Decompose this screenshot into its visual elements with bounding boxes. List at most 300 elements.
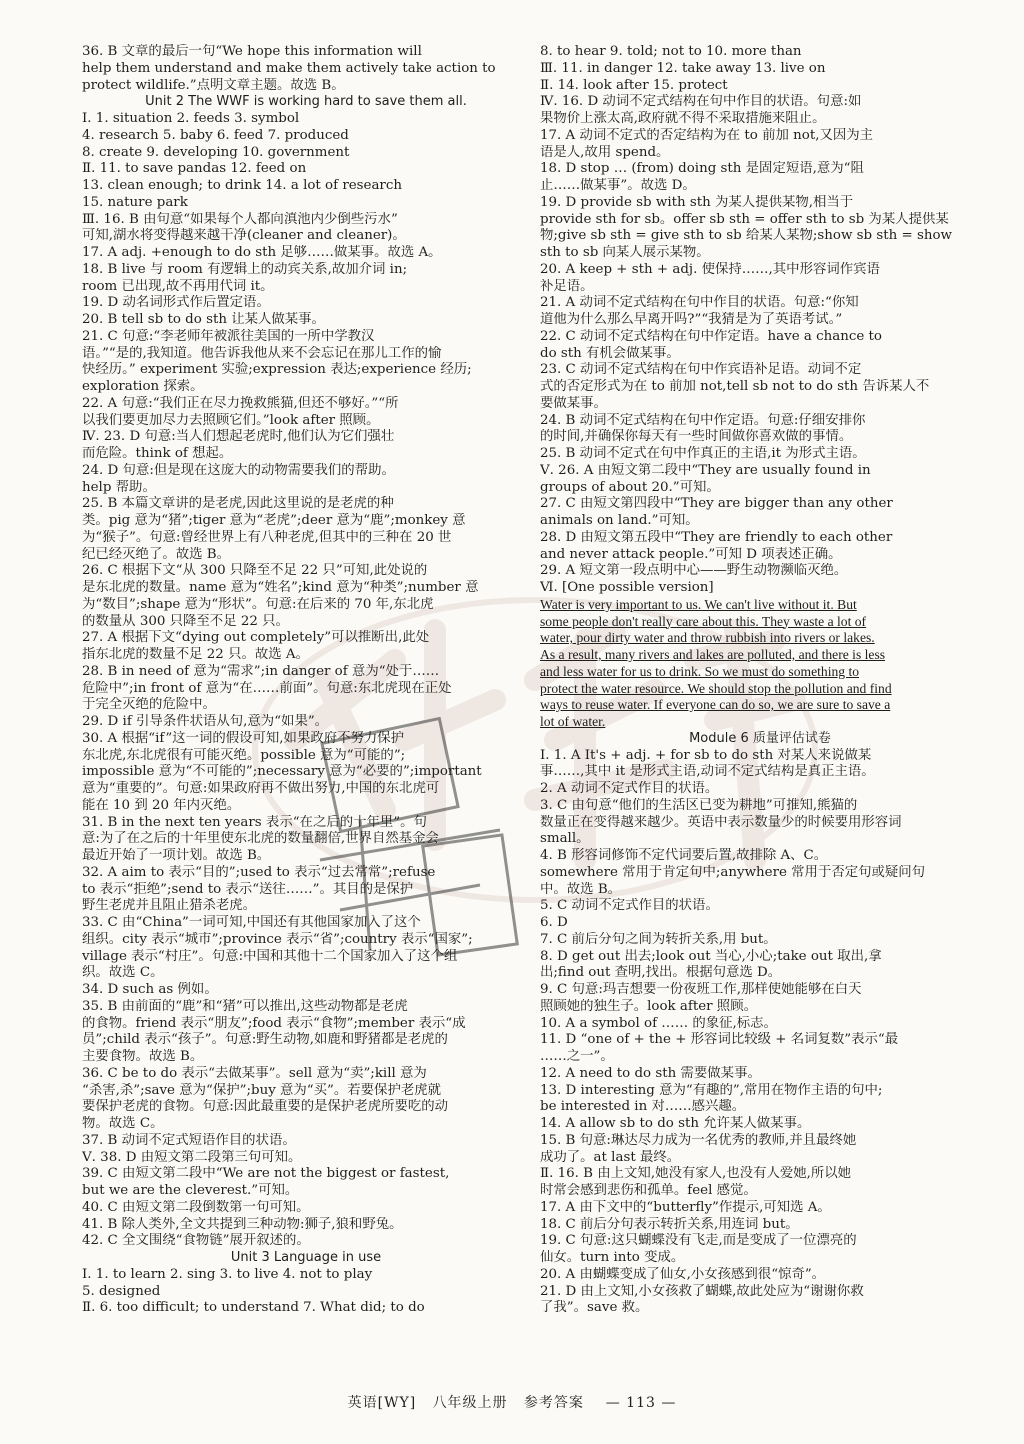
line-text: 20. A keep + sth + adj. 使保持……,其中形容词作宾语 (540, 261, 880, 277)
line-text: Ⅵ. [One possible version] (540, 580, 714, 595)
answer-line (82, 563, 530, 580)
answer-line (82, 279, 530, 296)
answer-line (82, 145, 530, 162)
line-text: 33. C 由“China”一词可知,中国还有其他国家加入了这个 (82, 915, 421, 930)
line-text: Ⅴ. 26. A 由短文第二段中“They are usually found in (540, 462, 871, 478)
line-text: 6. D (540, 915, 568, 930)
answer-line (82, 1267, 530, 1284)
line-text: 事……,其中 it 是形式主语,动词不定式结构是真正主语。 (540, 764, 875, 780)
answer-line (82, 697, 530, 714)
answer-line (540, 798, 980, 815)
answer-line (82, 614, 530, 631)
answer-line (82, 61, 530, 78)
line-text: lot of water. (540, 714, 606, 729)
answer-line (540, 145, 980, 162)
answer-line (82, 446, 530, 463)
line-text: 野生老虎并且阻止猎杀老虎。 (82, 898, 257, 914)
answer-line (540, 865, 980, 882)
answer-line (540, 513, 980, 530)
line-text: 8. create 9. developing 10. government (82, 144, 350, 160)
footer-grade: 八年级上册 (432, 1395, 508, 1411)
answer-line (540, 262, 980, 279)
answer-line (82, 1116, 530, 1133)
line-text: 13. clean enough; to drink 14. a lot of research (82, 178, 402, 193)
line-text: 14. A allow sb to do sth 允许某人做某事。 (540, 1116, 811, 1131)
line-text: small。 (540, 831, 590, 847)
line-text: Ⅲ. 11. in danger 12. take away 13. live on (540, 60, 826, 76)
essay-line (540, 630, 980, 647)
answer-line (540, 1066, 980, 1083)
line-text: 中。故选 B。 (540, 881, 622, 897)
line-text: 22. A 句意:“我们正在尽力挽救熊猫,但还不够好。”“所 (82, 395, 399, 411)
line-text: 指东北虎的数量不足 22 只。故选 A。 (82, 647, 309, 662)
answer-line (82, 932, 530, 949)
answer-line (540, 1083, 980, 1100)
line-text: water, pour dirty water and throw rubbish into rivers or lakes. (540, 630, 875, 646)
answer-line (82, 228, 530, 245)
answer-line (540, 1233, 980, 1250)
line-text: 3. C 由句意“他们的生活区已变为耕地”可推知,熊猫的 (540, 797, 858, 813)
line-text: Module 6 质量评估试卷 (689, 730, 831, 746)
line-text: 30. A 根据“if”这一词的假设可知,如果政府不努力保护 (82, 730, 405, 746)
answer-line (82, 1300, 530, 1317)
answer-line (82, 1032, 530, 1049)
line-text: 能在 10 到 20 年内灭绝。 (82, 797, 241, 813)
answer-line (540, 1217, 980, 1234)
line-text: 东北虎,东北虎很有可能灭绝。possible 意为“可能的”; (82, 747, 406, 763)
answer-line (82, 714, 530, 731)
answer-line (82, 1200, 530, 1217)
line-text: Ⅳ. 23. D 句意:当人们想起老虎时,他们认为它们强壮 (82, 429, 395, 445)
answer-line (540, 547, 980, 564)
answer-line (540, 195, 980, 212)
line-text: As a result, many rivers and lakes are polluted, and there is less (540, 647, 886, 662)
answer-line (540, 1183, 980, 1200)
line-text: 40. C 由短文第二段倒数第一句可知。 (82, 1199, 310, 1215)
line-text: 以我们要更加尽力去照顾它们。”look after 照顾。 (82, 412, 380, 428)
line-text: 21. D 由上文知,小女孩救了蝴蝶,故此处应为“谢谢你救 (540, 1283, 864, 1299)
line-text: 2. A 动词不定式作目的状语。 (540, 781, 719, 796)
line-text: 17. A 动词不定式的否定结构为在 to 前加 not,又因为主 (540, 127, 874, 143)
line-text: 29. A 短文第一段点明中心——野生动物濒临灭绝。 (540, 563, 848, 579)
essay-line (540, 614, 980, 631)
line-text: Ⅰ. 1. A It's + adj. + for sb to do sth 对某人来说做某 (540, 747, 872, 763)
line-text: 24. B 动词不定式结构在句中作定语。句意:仔细安排你 (540, 412, 866, 428)
line-text: Unit 2 The WWF is working hard to save them all. (145, 94, 467, 110)
answer-line (82, 848, 530, 865)
left-column (82, 44, 530, 1317)
line-text: exploration 探索。 (82, 379, 204, 394)
answer-line (82, 748, 530, 765)
answer-line (82, 1016, 530, 1033)
answer-line (82, 1217, 530, 1234)
line-text: do sth 有机会做某事。 (540, 345, 680, 361)
answer-line (540, 1099, 980, 1116)
line-text: 19. D 动名词形式作后置定语。 (82, 295, 270, 311)
line-text: 41. B 除人类外,全文共提到三种动物:狮子,狼和野兔。 (82, 1216, 403, 1232)
answer-line (540, 329, 980, 346)
line-text: 23. C 动词不定式结构在句中作宾语补足语。动词不定 (540, 362, 862, 378)
answer-line (82, 513, 530, 530)
line-text: 了我”。save 救。 (540, 1300, 649, 1316)
answer-line (82, 999, 530, 1016)
line-text: 道他为什么那么早离开吗?”“我猜是为了英语考试。” (540, 312, 843, 327)
answer-line (540, 1032, 980, 1049)
line-text: 员”;child 表示“孩子”。句意:野生动物,如鹿和野猪都是老虎的 (82, 1032, 448, 1048)
line-text: and less water for us to drink. So we must do something to (540, 663, 860, 679)
answer-line (82, 463, 530, 480)
answer-line (540, 78, 980, 95)
line-text: 4. B 形容词修饰不定代词要后置,故排除 A、C。 (540, 848, 828, 863)
answer-line (82, 831, 530, 848)
answer-line (540, 1300, 980, 1317)
answer-line (82, 413, 530, 430)
answer-line (540, 1133, 980, 1150)
line-text: but we are the cleverest.”可知。 (82, 1183, 299, 1198)
line-text: groups of about 20.”可知。 (540, 479, 720, 495)
line-text: 物。故选 C。 (82, 1116, 164, 1131)
line-text: 15. nature park (82, 194, 188, 210)
line-text: 27. A 根据下文“dying out completely”可以推断出,此处 (82, 630, 430, 646)
line-text: 39. C 由短文第二段中“We are not the biggest or fastest, (82, 1166, 450, 1182)
answer-line (540, 965, 980, 982)
line-text: provide sth for sb。offer sb sth = offer sth to sb 为某人提供某 (540, 211, 949, 227)
line-text: 17. A 由下文中的“butterfly”作提示,可知选 A。 (540, 1199, 831, 1215)
answer-line (82, 128, 530, 145)
line-text: 19. D provide sb with sth 为某人提供某物,相当于 (540, 194, 854, 210)
answer-line (82, 530, 530, 547)
answer-line (540, 161, 980, 178)
answer-line (540, 1150, 980, 1167)
line-text: 为“数目”;shape 意为“形状”。句意:在后来的 70 年,东北虎 (82, 596, 434, 612)
line-text: 果物价上涨太高,政府就不得不采取措施来阻止。 (540, 111, 826, 126)
line-text: 25. B 动词不定式在句中作真正的主语,it 为形式主语。 (540, 446, 866, 461)
line-text: Ⅱ. 16. B 由上文知,她没有家人,也没有人爱她,所以她 (540, 1166, 852, 1182)
line-text: 29. D if 引导条件状语从句,意为“如果”。 (82, 714, 329, 729)
line-text: “杀害,杀”;save 意为“保护”;buy 意为“买”。若要保护老虎就 (82, 1082, 442, 1098)
line-text: 要做某事。 (540, 395, 607, 411)
answer-line (540, 882, 980, 899)
answer-line (540, 312, 980, 329)
answer-line (540, 1116, 980, 1133)
answer-line (82, 815, 530, 832)
essay-line (540, 697, 980, 714)
line-text: 快经历。” experiment 实验;expression 表达;experience 经历; (82, 362, 472, 378)
answer-line (82, 178, 530, 195)
line-text: Ⅰ. 1. situation 2. feeds 3. symbol (82, 111, 300, 126)
answer-line (82, 1150, 530, 1167)
answer-line (82, 161, 530, 178)
answer-line (540, 530, 980, 547)
line-text: 的数量从 300 只降至不足 22 只。 (82, 613, 289, 629)
line-text: Ⅴ. 38. D 由短文第二段第三句可知。 (82, 1149, 302, 1165)
footer-section: 参考答案 (523, 1395, 584, 1411)
line-text: 34. D such as 例如。 (82, 982, 218, 997)
line-text: Ⅲ. 16. B 由句意“如果每个人都向滇池内少倒些污水” (82, 211, 398, 227)
line-text: 9. C 句意:玛吉想要一份夜班工作,那样使她能够在白天 (540, 982, 862, 997)
answer-line (540, 915, 980, 932)
answer-line (540, 346, 980, 363)
section-heading (82, 94, 530, 111)
section-heading (540, 731, 980, 748)
answer-line (82, 1166, 530, 1183)
line-text: 24. D 句意:但是现在这庞大的动物需要我们的帮助。 (82, 462, 395, 478)
answer-line (82, 346, 530, 363)
line-text: 语是人,故用 spend。 (540, 144, 670, 160)
line-text: 4. research 5. baby 6. feed 7. produced (82, 127, 349, 143)
line-text: Unit 3 Language in use (230, 1250, 382, 1265)
answer-line (82, 262, 530, 279)
page-number: — 113 — (605, 1395, 677, 1411)
line-text: help them understand and make them actively take action to (82, 60, 496, 76)
answer-line (82, 429, 530, 446)
line-text: be interested in 对……感兴趣。 (540, 1099, 746, 1115)
answer-line (540, 1166, 980, 1183)
answer-line (82, 312, 530, 329)
answer-line (540, 1267, 980, 1284)
line-text: 仙女。turn into 变成。 (540, 1250, 685, 1265)
line-text: Ⅱ. 11. to save pandas 12. feed on (82, 161, 307, 177)
line-text: 22. C 动词不定式结构在句中作定语。have a chance to (540, 328, 882, 344)
answer-line (540, 279, 980, 296)
answer-line (82, 44, 530, 61)
line-text: village 表示“村庄”。句意:中国和其他十二个国家加入了这个组 (82, 948, 458, 964)
line-text: 补足语。 (540, 278, 594, 294)
answer-line (540, 580, 980, 597)
answer-line (540, 496, 980, 513)
answer-line (540, 563, 980, 580)
line-text: 37. B 动词不定式短语作目的状语。 (82, 1132, 296, 1148)
answer-line (82, 681, 530, 698)
answer-line (82, 798, 530, 815)
line-text: 20. A 由蝴蝶变成了仙女,小女孩感到很“惊奇”。 (540, 1266, 826, 1282)
line-text: 时常会感到悲伤和孤单。feel 感觉。 (540, 1183, 757, 1198)
line-text: 35. B 由前面的“鹿”和“猪”可以推出,这些动物都是老虎 (82, 998, 408, 1014)
answer-line (82, 78, 530, 95)
answer-line (540, 982, 980, 999)
line-text: 止……做某事”。故选 D。 (540, 178, 696, 193)
answer-line (82, 898, 530, 915)
essay-line (540, 714, 980, 731)
answer-line (540, 396, 980, 413)
line-text: 8. to hear 9. told; not to 10. more than (540, 44, 802, 59)
answer-line (82, 295, 530, 312)
answer-line (540, 1049, 980, 1066)
line-text: sth to sb 向某人展示某物。 (540, 245, 710, 260)
answer-line (540, 949, 980, 966)
line-text: 18. B live 与 room 有逻辑上的动宾关系,故加介词 in; (82, 261, 408, 277)
line-text: 危险中”;in front of 意为“在……前面”。句意:东北虎现在正处 (82, 680, 452, 696)
line-text: to 表示“拒绝”;send to 表示“送往……”。其目的是保护 (82, 881, 414, 897)
answer-line (82, 580, 530, 597)
answer-line (540, 61, 980, 78)
line-text: Ⅰ. 1. to learn 2. sing 3. to live 4. not to play (82, 1266, 373, 1282)
answer-line (540, 1250, 980, 1267)
line-text: 最近开始了一项计划。故选 B。 (82, 848, 271, 863)
answer-line (540, 245, 980, 262)
line-text: 主要食物。故选 B。 (82, 1049, 204, 1064)
line-text: protect wildlife.”点明文章主题。故选 B。 (82, 77, 345, 93)
answer-line (82, 915, 530, 932)
answer-line (82, 379, 530, 396)
line-text: impossible 意为“不可能的”;necessary 意为“必要的”;important (82, 764, 482, 780)
answer-line (540, 898, 980, 915)
answer-line (82, 195, 530, 212)
line-text: help 帮助。 (82, 479, 156, 495)
essay-line (540, 597, 980, 614)
line-text: 8. D get out 出去;look out 当心,小心;take out 取出,拿 (540, 948, 882, 964)
answer-line (82, 1099, 530, 1116)
line-text: ……之一”。 (540, 1049, 614, 1064)
answer-line (82, 362, 530, 379)
answer-line (540, 446, 980, 463)
line-text: 类。pig 意为“猪”;tiger 意为“老虎”;deer 意为“鹿”;monkey 意 (82, 513, 466, 528)
line-text: 42. C 全文围绕“食物链”展开叙述的。 (82, 1233, 310, 1249)
answer-line (540, 999, 980, 1016)
answer-line (540, 212, 980, 229)
line-text: 28. D 由短文第五段中“They are friendly to each other (540, 529, 893, 545)
line-text: 32. A aim to 表示“目的”;used to 表示“过去常常”;refuse (82, 864, 436, 880)
essay-line (540, 647, 980, 664)
answer-line (82, 245, 530, 262)
answer-line (82, 882, 530, 899)
line-text: 25. B 本篇文章讲的是老虎,因此这里说的是老虎的种 (82, 496, 394, 512)
line-text: 27. C 由短文第四段中“They are bigger than any other (540, 496, 893, 512)
answer-line (82, 1049, 530, 1066)
answer-line (540, 781, 980, 798)
line-text: some people don't really care about this. They waste a lot of (540, 613, 867, 629)
answer-line (82, 1284, 530, 1301)
answer-line (82, 647, 530, 664)
line-text: 36. B 文章的最后一句“We hope this information will (82, 44, 422, 59)
answer-line (82, 781, 530, 798)
line-text: 10. A a symbol of …… 的象征,标志。 (540, 1015, 777, 1031)
line-text: protect the water resource. We should stop the pollution and find (540, 680, 892, 696)
line-text: 于完全灭绝的危险中。 (82, 697, 216, 713)
line-text: and never attack people.”可知 D 项表述正确。 (540, 546, 842, 562)
line-text: 12. A need to do sth 需要做某事。 (540, 1065, 761, 1081)
line-text: 照顾她的独生子。look after 照顾。 (540, 998, 757, 1014)
answer-line (540, 128, 980, 145)
line-text: Ⅳ. 16. D 动词不定式结构在句中作目的状语。句意:如 (540, 94, 862, 110)
line-text: 36. C be to do 表示“去做某事”。sell 意为“卖”;kill 意为 (82, 1065, 427, 1081)
answer-line (540, 295, 980, 312)
line-text: 17. A adj. +enough to do sth 足够……做某事。故选 A。 (82, 245, 442, 260)
answer-line (82, 1083, 530, 1100)
line-text: 15. B 句意:琳达尽力成为一名优秀的教师,并且最终她 (540, 1132, 857, 1148)
line-text: 织。故选 C。 (82, 965, 164, 981)
answer-line (82, 731, 530, 748)
line-text: 11. D “one of + the + 形容词比较级 + 名词复数”表示“最 (540, 1032, 899, 1048)
answer-line (82, 865, 530, 882)
answer-line (540, 111, 980, 128)
line-text: Ⅱ. 6. too difficult; to understand 7. What did; to do (82, 1300, 425, 1316)
answer-line (540, 831, 980, 848)
line-text: 物;give sb sth = give sth to sb 给某人某物;show sb sth = show (540, 228, 953, 244)
answer-line (540, 1200, 980, 1217)
section-heading (82, 1250, 530, 1267)
answer-line (82, 1066, 530, 1083)
line-text: 是东北虎的数量。name 意为“姓名”;kind 意为“种类”;number 意 (82, 580, 479, 595)
line-text: room 已出现,故不再用代词 it。 (82, 278, 274, 294)
answer-line (540, 362, 980, 379)
answer-line (82, 1183, 530, 1200)
answer-line (540, 764, 980, 781)
line-text: 意为“重要的”。句意:如果政府再不做出努力,中国的东北虎可 (82, 781, 440, 796)
line-text: 要保护老虎的食物。句意:因此最重要的是保护老虎所要吃的动 (82, 1099, 449, 1115)
line-text: 成功了。at last 最终。 (540, 1149, 681, 1165)
answer-line (540, 480, 980, 497)
answer-line (540, 413, 980, 430)
answer-line (82, 547, 530, 564)
line-text: 而危险。think of 想起。 (82, 446, 233, 461)
answer-line (82, 111, 530, 128)
line-text: somewhere 常用于肯定句中;anywhere 常用于否定句或疑问句 (540, 864, 926, 880)
line-text: 7. C 前后分句之间为转折关系,用 but。 (540, 931, 777, 947)
right-column (540, 44, 980, 1317)
answer-line (82, 329, 530, 346)
answer-line (540, 1016, 980, 1033)
line-text: 28. B in need of 意为“需求”;in danger of 意为“处于…… (82, 663, 440, 679)
line-text: 31. B in the next ten years 表示“在之后的十年里”。句 (82, 814, 427, 830)
line-text: 的时间,并确保你每天有一些时间做你喜欢做的事情。 (540, 429, 853, 445)
line-text: 21. C 句意:“李老师年被派往美国的一所中学教汉 (82, 328, 375, 344)
page-footer (0, 1392, 1024, 1412)
line-text: animals on land.”可知。 (540, 513, 699, 528)
answer-line (82, 212, 530, 229)
line-text: 18. D stop … (from) doing sth 是固定短语,意为“阻 (540, 161, 864, 177)
line-text: 19. C 句意:这只蝴蝶没有飞走,而是变成了一位漂亮的 (540, 1233, 857, 1249)
line-text: 组织。city 表示“城市”;province 表示“省”;country 表示“国家”; (82, 931, 473, 947)
line-text: 26. C 根据下文“从 300 只降至不足 22 只”可知,此处说的 (82, 563, 428, 579)
line-text: 5. C 动词不定式作目的状语。 (540, 898, 719, 914)
answer-line (82, 965, 530, 982)
answer-line (82, 1233, 530, 1250)
line-text: 21. A 动词不定式结构在句中作目的状语。句意:“你知 (540, 295, 859, 311)
answer-line (82, 480, 530, 497)
answer-line (540, 932, 980, 949)
answer-line (82, 982, 530, 999)
essay-line (540, 681, 980, 698)
answer-line (82, 764, 530, 781)
answer-line (540, 848, 980, 865)
answer-line (540, 379, 980, 396)
answer-line (540, 44, 980, 61)
answer-line (82, 949, 530, 966)
line-text: 数量正在变得越来越少。英语中表示数量少的时候要用形容词 (540, 814, 902, 830)
line-text: 5. designed (82, 1283, 161, 1299)
answer-line (82, 597, 530, 614)
essay-line (540, 664, 980, 681)
answer-line (82, 496, 530, 513)
answer-line (540, 1284, 980, 1301)
answer-line (82, 664, 530, 681)
line-text: Water is very important to us. We can't live without it. But (540, 596, 857, 612)
line-text: 语。”“是的,我知道。他告诉我他从来不会忘记在那儿工作的愉 (82, 345, 442, 361)
answer-line (540, 463, 980, 480)
line-text: 纪已经灭绝了。故选 B。 (82, 546, 231, 562)
answer-line (82, 396, 530, 413)
line-text: 的食物。friend 表示“朋友”;food 表示“食物”;member 表示“成 (82, 1015, 466, 1031)
line-text: 13. D interesting 意为“有趣的”,常用在物作主语的句中; (540, 1082, 883, 1098)
answer-line (540, 748, 980, 765)
answer-line (540, 228, 980, 245)
line-text: ways to reuse water. If everyone can do so, we are sure to save a (540, 697, 891, 713)
line-text: 18. C 前后分句表示转折关系,用连词 but。 (540, 1216, 799, 1232)
footer-subject: 英语[WY] (347, 1395, 417, 1411)
line-text: 20. B tell sb to do sth 让某人做某事。 (82, 312, 325, 327)
line-text: Ⅱ. 14. look after 15. protect (540, 77, 728, 93)
